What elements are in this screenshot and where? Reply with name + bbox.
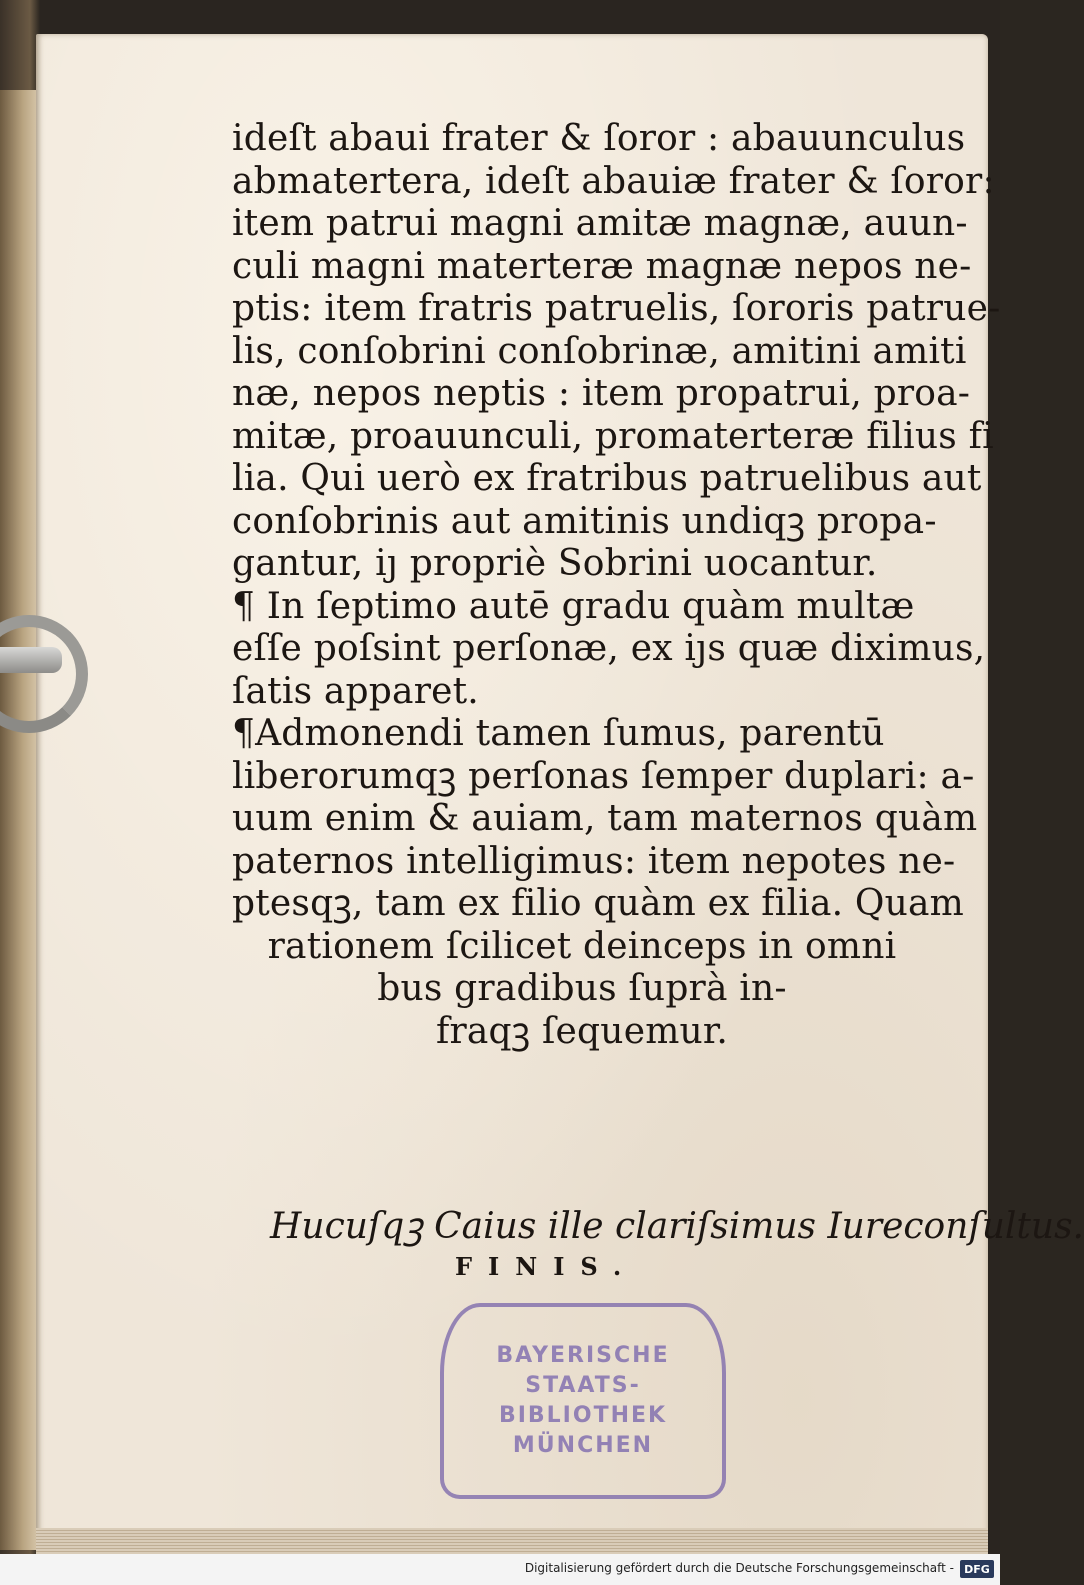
closing-line: Hucuſqꝫ Caius ille clariſsimus Iureconſultus. bbox=[270, 1206, 1084, 1247]
page-clip-bar bbox=[0, 647, 62, 673]
stamp-line: BAYERISCHE bbox=[496, 1343, 670, 1368]
page-edge-left bbox=[0, 90, 38, 1550]
library-stamp bbox=[440, 1303, 726, 1499]
paragraph-line: uum enim & auiam, tam maternos quàm bbox=[232, 798, 978, 839]
stamp-line: BIBLIOTHEK bbox=[498, 1403, 668, 1428]
footer-credit: Digitalisierung gefördert durch die Deutsche Forschungsgemeinschaft - bbox=[524, 1561, 954, 1575]
text-line: lis, conſobrini conſobrinæ, amitini amiti bbox=[232, 330, 967, 372]
paragraph-line: ptesqꝫ, tam ex filio quàm ex filia. Quam bbox=[232, 883, 964, 924]
text-line: conſobrinis aut amitinis undiqꝫ propa- bbox=[232, 500, 937, 542]
paragraph-line: ſatis apparet. bbox=[232, 670, 479, 712]
text-line: lia. Qui uerò ex fratribus patruelibus aut bbox=[232, 458, 982, 499]
page-edge-bottom bbox=[36, 1528, 988, 1554]
paragraph-line: ¶ In ſeptimo autē gradu quàm multæ bbox=[232, 585, 915, 627]
centered-line: fraqꝫ ſequemur. bbox=[435, 1010, 729, 1052]
text-line: gantur, iȷ propriè Sobrini uocantur. bbox=[232, 543, 878, 584]
text-line: abmatertera, ideſt abauiæ frater & ſoror: bbox=[232, 160, 995, 202]
text-line: næ, nepos neptis : item propatrui, proa- bbox=[232, 373, 971, 414]
text-line: ptis: item fratris patruelis, ſororis patrue- bbox=[232, 288, 1001, 329]
footer-bar bbox=[0, 1554, 1000, 1585]
stamp-line: MÜNCHEN bbox=[512, 1433, 654, 1458]
finis-label: FINIS. bbox=[455, 1252, 638, 1281]
paragraph-line: eſſe poſsint perſonæ, ex iȷs quæ diximus, bbox=[232, 628, 986, 669]
text-line: culi magni materteræ magnæ nepos ne- bbox=[232, 245, 972, 287]
stamp-line: STAATS- bbox=[525, 1373, 641, 1398]
paragraph-line: liberorumqꝫ perſonas ſemper duplari: a- bbox=[232, 755, 975, 797]
centered-line: bus gradibus ſuprà in- bbox=[377, 968, 787, 1009]
text-line: ideſt abaui frater & ſoror : abauunculus bbox=[232, 118, 966, 159]
dfg-logo-icon[interactable]: DFG bbox=[960, 1560, 994, 1578]
text-line: item patrui magni amitæ magnæ, auun- bbox=[232, 203, 968, 244]
paragraph-line: paternos intelligimus: item nepotes ne- bbox=[232, 840, 956, 882]
main-text bbox=[232, 118, 1001, 1053]
text-line: mitæ, proauunculi, promaterteræ filius fi bbox=[232, 415, 994, 457]
centered-line: rationem ſcilicet deinceps in omni bbox=[267, 925, 897, 967]
paragraph-line: ¶Admonendi tamen ſumus, parentū bbox=[232, 713, 885, 754]
